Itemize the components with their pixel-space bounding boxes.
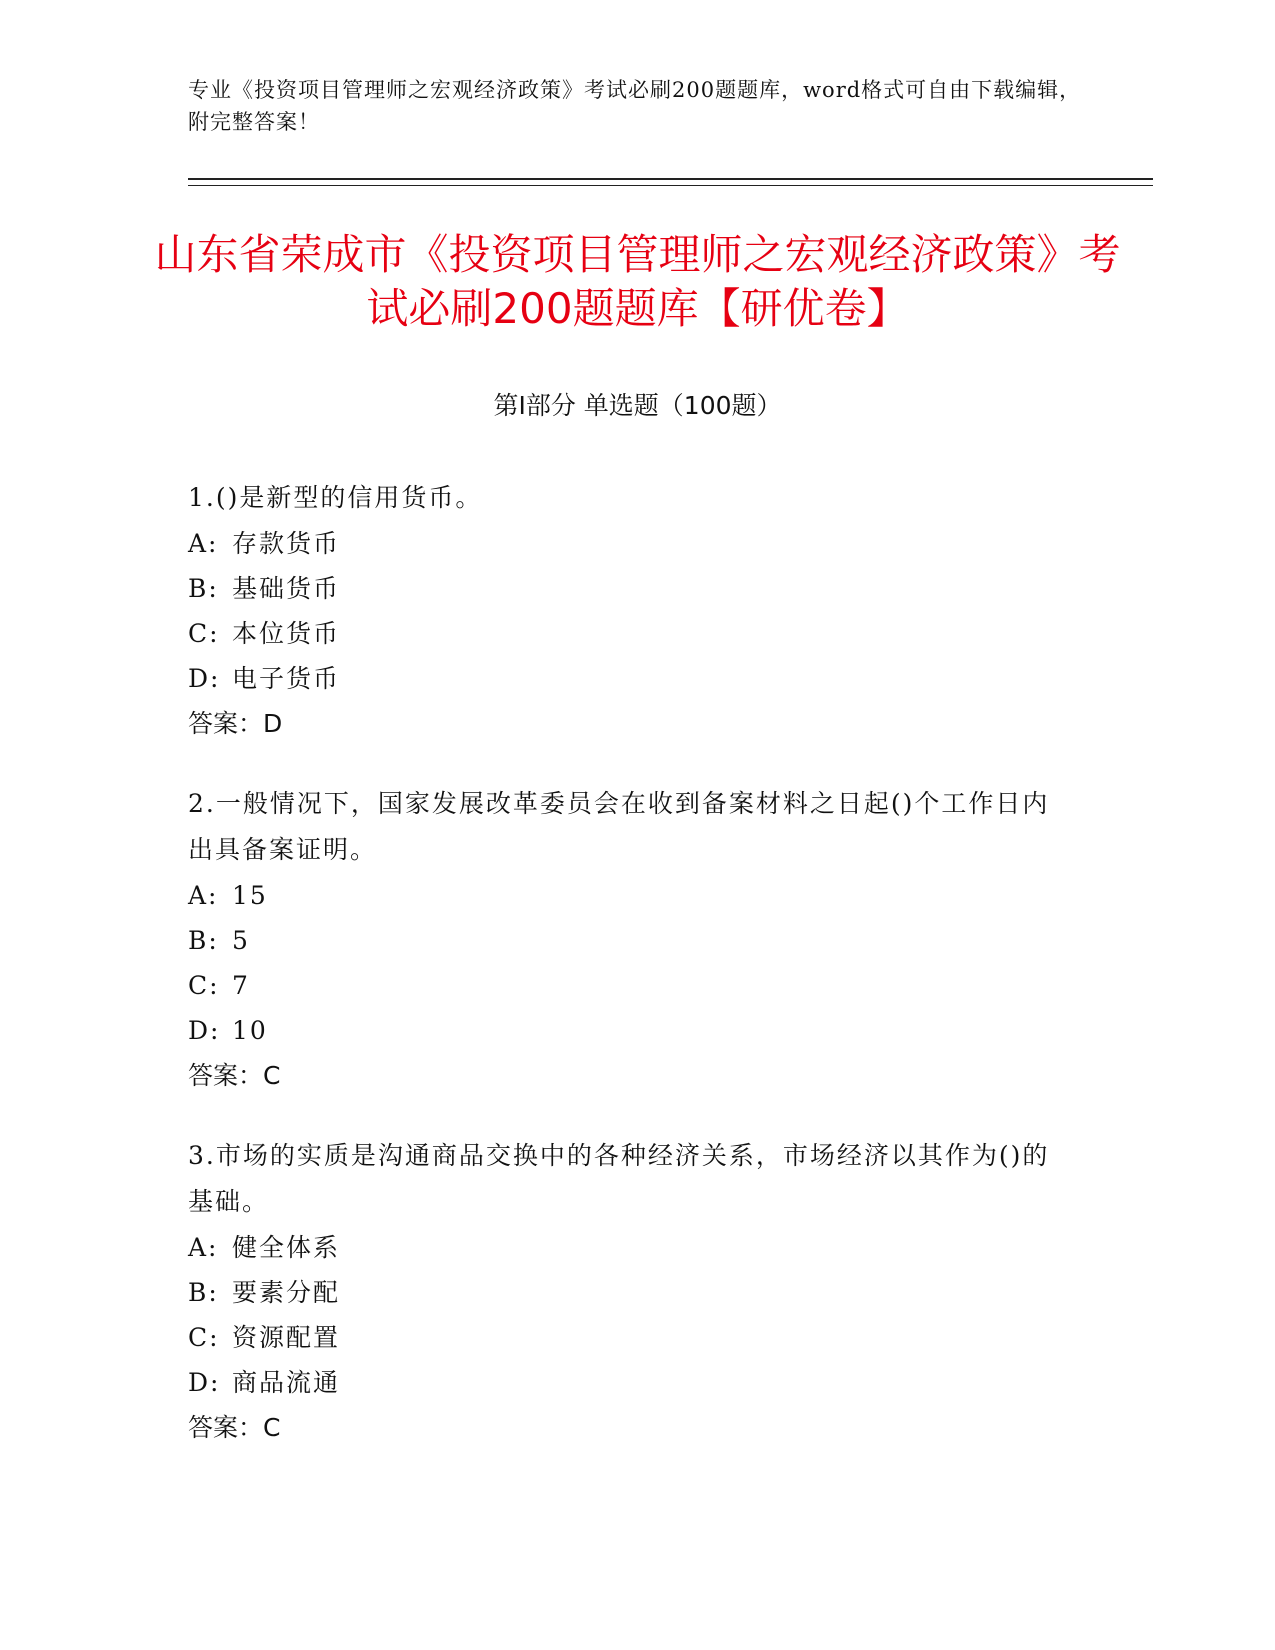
question-1 — [188, 475, 1068, 747]
option-key: A: — [188, 1233, 219, 1262]
answer-value: D — [263, 709, 283, 738]
answer-label: 答案： — [188, 709, 264, 738]
option-a — [188, 1225, 1068, 1270]
option-text: 5 — [232, 926, 250, 955]
option-b — [188, 918, 1068, 963]
option-text: 本位货币 — [232, 619, 341, 648]
option-c — [188, 1315, 1068, 1360]
question-stem: 1.()是新型的信用货币。 — [188, 483, 483, 512]
option-text: 健全体系 — [232, 1233, 341, 1262]
option-key: D: — [188, 1368, 221, 1397]
header-divider — [188, 178, 1153, 180]
option-text: 要素分配 — [232, 1278, 341, 1307]
header-note: 专业《投资项目管理师之宏观经济政策》考试必刷200题题库，word格式可自由下载编辑，附完整答案！ — [188, 78, 1082, 134]
option-key: C: — [188, 619, 220, 648]
option-text: 电子货币 — [232, 664, 341, 693]
document-title: 山东省荣成市《投资项目管理师之宏观经济政策》考试必刷200题题库【研优卷】 — [154, 230, 1121, 333]
option-key: D: — [188, 1016, 221, 1045]
answer-line — [188, 1405, 1068, 1451]
answer-label: 答案： — [188, 1413, 264, 1442]
option-d — [188, 1360, 1068, 1405]
question-stem: 3.市场的实质是沟通商品交换中的各种经济关系，市场经济以其作为()的基础。 — [188, 1141, 1050, 1216]
option-d — [188, 656, 1068, 701]
option-c — [188, 963, 1068, 1008]
option-text: 商品流通 — [232, 1368, 341, 1397]
answer-label: 答案： — [188, 1061, 264, 1090]
option-text: 15 — [232, 881, 268, 910]
option-text: 基础货币 — [232, 574, 341, 603]
option-a — [188, 873, 1068, 918]
option-b — [188, 1270, 1068, 1315]
answer-value: C — [263, 1061, 281, 1090]
header-divider-thin — [188, 185, 1153, 186]
answer-line — [188, 701, 1068, 747]
question-3 — [188, 1133, 1068, 1451]
option-key: D: — [188, 664, 221, 693]
answer-line — [188, 1053, 1068, 1099]
answer-value: C — [263, 1413, 281, 1442]
option-b — [188, 566, 1068, 611]
option-key: B: — [188, 574, 219, 603]
option-key: A: — [188, 529, 219, 558]
option-d — [188, 1008, 1068, 1053]
option-text: 10 — [232, 1016, 268, 1045]
option-a — [188, 521, 1068, 566]
option-key: B: — [188, 926, 219, 955]
option-text: 7 — [232, 971, 250, 1000]
option-key: C: — [188, 971, 220, 1000]
question-stem: 2.一般情况下，国家发展改革委员会在收到备案材料之日起()个工作日内出具备案证明。 — [188, 789, 1050, 864]
option-c — [188, 611, 1068, 656]
option-text: 存款货币 — [232, 529, 341, 558]
option-text: 资源配置 — [232, 1323, 341, 1352]
option-key: B: — [188, 1278, 219, 1307]
section-heading: 第I部分 单选题（100题） — [493, 391, 782, 420]
question-list — [188, 475, 1068, 1485]
question-2 — [188, 781, 1068, 1099]
option-key: C: — [188, 1323, 220, 1352]
option-key: A: — [188, 881, 219, 910]
